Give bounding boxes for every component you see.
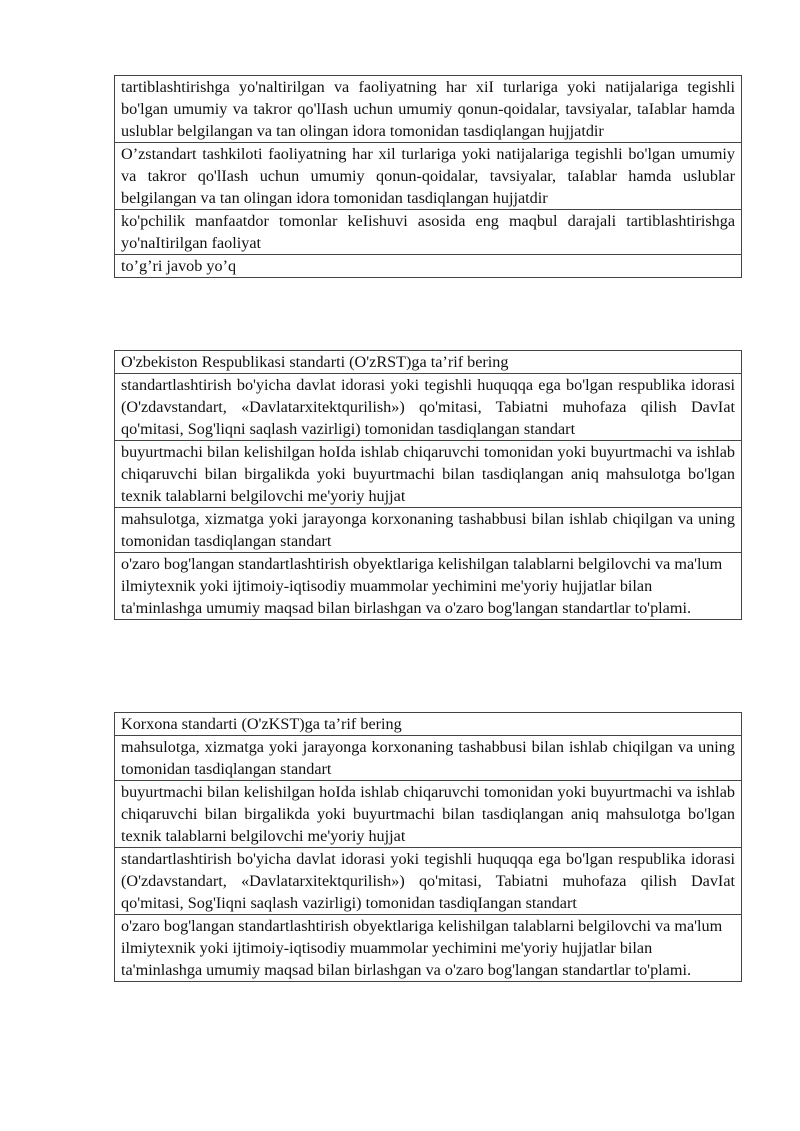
answer-option-row	[115, 508, 742, 553]
question-text: O'zbekiston Respublikasi standarti (O'zRST)ga ta’rif bering	[115, 351, 742, 374]
answer-option-text: buyurtmachi bilan kelishilgan hoIda ishlab chiqaruvchi tomonidan yoki buyurtmachi va ishlab chiqaruvchi bilan birgalikda yoki buyurtmachi bilan tasdiqlangan aniq mahsulotga bo'lgan texnik talablarni belgilovchi me'yoriy hujjat	[115, 781, 742, 848]
answer-option-text: o'zaro bog'langan standartlashtirish obyektlariga kelishilgan talablarni belgilovchi va ma'lum ilmiytexnik yoki ijtimoiy-iqtisodiy muammolar yechimini me'yoriy hujjatlar bilan ta'minlashga umumiy maqsad bilan birlashgan va o'zaro bog'langan standartlar to'plami.	[115, 915, 742, 982]
answer-option-row	[115, 374, 742, 441]
answer-option-row	[115, 781, 742, 848]
answer-option-row	[115, 210, 742, 255]
question-table-1	[114, 75, 742, 278]
answer-option-row	[115, 736, 742, 781]
answer-option-text: o'zaro bog'langan standartlashtirish obyektlariga kelishilgan talablarni belgilovchi va ma'lum ilmiytexnik yoki ijtimoiy-iqtisodiy muammolar yechimini me'yoriy hujjatlar bilan ta'minlashga umumiy maqsad bilan birlashgan va o'zaro bog'langan standartlar to'plami.	[115, 553, 742, 620]
answer-option-row	[115, 143, 742, 210]
question-table-2	[114, 350, 742, 620]
answer-option-text: to’g’ri javob yo’q	[115, 255, 742, 278]
answer-option-row	[115, 848, 742, 915]
answer-option-text: buyurtmachi bilan kelishilgan hoIda ishlab chiqaruvchi tomonidan yoki buyurtmachi va ishlab chiqaruvchi bilan birgalikda yoki buyurtmachi bilan tasdiqlangan aniq mahsulotga bo'lgan texnik talablarni belgilovchi me'yoriy hujjat	[115, 441, 742, 508]
answer-option-text: mahsulotga, xizmatga yoki jarayonga korxonaning tashabbusi bilan ishlab chiqilgan va uning tomonidan tasdiqlangan standart	[115, 736, 742, 781]
answer-option-text: O’zstandart tashkiloti faoliyatning har xil turlariga yoki natijalariga tegishli bo'lgan umumiy va takror qo'lIash uchun umumiy qonun-qoidalar, tavsiyalar, taIablar hamda uslublar belgilangan va tan olingan idora tomonidan tasdiqlangan hujjatdir	[115, 143, 742, 210]
answer-option-text: mahsulotga, xizmatga yoki jarayonga korxonaning tashabbusi bilan ishlab chiqilgan va uning tomonidan tasdiqlangan standart	[115, 508, 742, 553]
question-row	[115, 351, 742, 374]
answer-option-text: standartlashtirish bo'yicha davlat idorasi yoki tegishli huquqqa ega bo'lgan respublika idorasi (O'zdavstandart, «Davlatarxitektqurilish») qo'mitasi, Tabiatni muhofaza qilish DavIat qo'mitasi, Sog'liqni saqlash vazirligi) tomonidan tasdiqlangan standart	[115, 374, 742, 441]
answer-option-text: tartiblashtirishga yo'naltirilgan va faoliyatning har xiI turlariga yoki natijalariga tegishli bo'lgan umumiy va takror qo'lIash uchun umumiy qonun-qoidalar, tavsiyalar, taIablar hamda uslublar belgilangan va tan olingan idora tomonidan tasdiqlangan hujjatdir	[115, 76, 742, 143]
answer-option-row	[115, 553, 742, 620]
answer-option-row	[115, 255, 742, 278]
answer-option-text: standartlashtirish bo'yicha davlat idorasi yoki tegishli huquqqa ega bo'lgan respublika idorasi (O'zdavstandart, «Davlatarxitektqurilish») qo'mitasi, Tabiatni muhofaza qilish DavIat qo'mitasi, Sog'Iiqni saqlash vazirligi) tomonidan tasdiqIangan standart	[115, 848, 742, 915]
question-row	[115, 713, 742, 736]
answer-option-text: ko'pchilik manfaatdor tomonlar keIishuvi asosida eng maqbul darajali tartiblashtirishga yo'naItirilgan faoliyat	[115, 210, 742, 255]
question-table-3	[114, 712, 742, 982]
question-text: Korxona standarti (O'zKST)ga ta’rif bering	[115, 713, 742, 736]
answer-option-row	[115, 915, 742, 982]
answer-option-row	[115, 76, 742, 143]
answer-option-row	[115, 441, 742, 508]
